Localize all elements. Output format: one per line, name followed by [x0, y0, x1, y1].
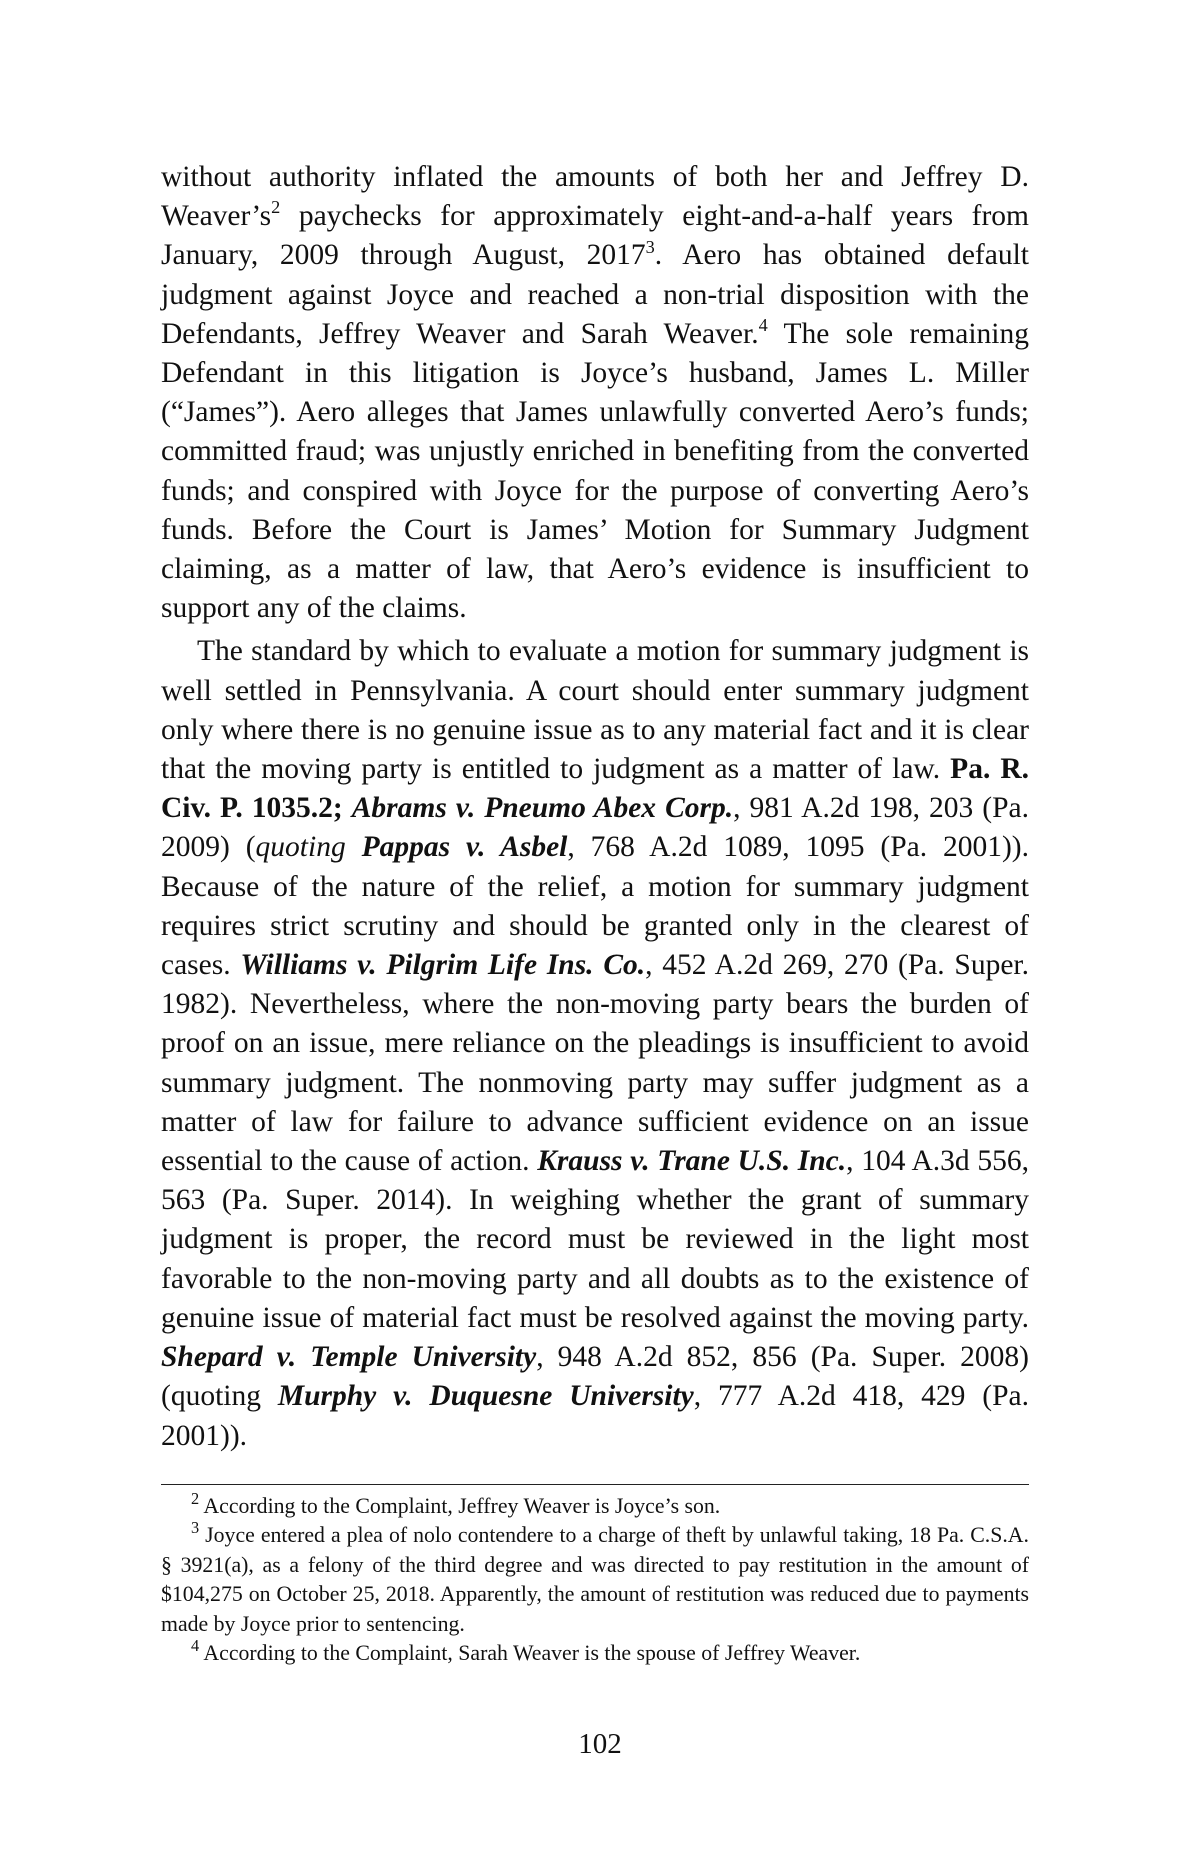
paragraph-text: . Aero has obtained default judgment against Joyce and reached a non-trial disposition with the Defendants, Jeffrey Weaver and Sarah Weaver. — [161, 239, 1029, 350]
rule-citation: Pa. R. Civ. P. 1035.2; — [161, 753, 1029, 825]
case-citation: Williams v. Pilgrim Life Ins. Co. — [240, 949, 646, 982]
paragraph-text: , 777 A.2d 418, 429 (Pa. 2001)). — [161, 1380, 1030, 1452]
paragraph-text: , 948 A.2d 852, 856 (Pa. Super. 2008) (quoting — [161, 1341, 1029, 1413]
footnote-text: According to the Complaint, Jeffrey Weaver is Joyce’s son. — [199, 1494, 721, 1518]
footnote-2 — [161, 1488, 1029, 1521]
footnotes — [161, 1488, 1029, 1668]
paragraph-text: The sole remaining Defendant in this litigation is Joyce’s husband, James L. Miller (“James”). Aero alleges that James unlawfully converted Aero’s funds; committed fraud; was unjustly enriched in benefiting from the converted funds; and conspired with Joyce for the purpose of converting Aero’s funds. Before the Court is James’ Motion for Summary Judgment claiming, as a matter of law, that Aero’s evidence is insufficient to support any of the claims. — [161, 317, 1029, 625]
footnote-ref-2: 2 — [271, 197, 281, 218]
footnote-3 — [161, 1518, 1029, 1639]
paragraph-text: , 104 A.3d 556, 563 (Pa. Super. 2014). In weighing whether the grant of summary judgment is proper, the record must be reviewed in the light most favorable to the non-moving party and all doubts as to the existence of genuine issue of material fact must be resolved against the moving party. — [161, 1145, 1029, 1334]
paragraph-text: , 981 A.2d 198, 203 (Pa. 2009) ( — [161, 792, 1029, 864]
paragraph-text: , 452 A.2d 269, 270 (Pa. Super. 1982). Nevertheless, where the non-moving party bears the burden of proof on an issue, mere reliance on the pleadings is insufficient to avoid summary judgment. The nonmoving party may suffer judgment as a matter of law for failure to advance sufficient evidence on an issue essential to the cause of action. — [161, 949, 1030, 1178]
paragraph-text — [346, 831, 362, 863]
footnote-ref-3: 3 — [645, 236, 655, 257]
case-citation: Abrams v. Pneumo Abex Corp. — [351, 792, 734, 825]
footnote-text: Joyce entered a plea of nolo contendere to a charge of theft by unlawful taking, 18 Pa. C.S.A. § 3921(a), as a felony of the third degree and was directed to pay restitution in the amount of $104,275 on October 25, 2018. Apparently, the amount of restitution was reduced due to payments made by Joyce prior to sentencing. — [161, 1523, 1029, 1636]
footnote-number: 4 — [191, 1635, 200, 1655]
paragraph-text: paychecks for approximately eight-and-a-half years from January, 2009 through August, 2017 — [161, 200, 1029, 272]
paragraph-text: The standard by which to evaluate a motion for summary judgment is well settled in Pennsylvania. A court should enter summary judgment only where there is no genuine issue as to any material fact and it is clear that the moving party is entitled to judgment as a matter of law. — [161, 635, 1029, 786]
footnote-4 — [161, 1635, 1029, 1668]
footnote-ref-4: 4 — [758, 315, 768, 336]
body-text — [161, 158, 1029, 1456]
page-number: 102 — [578, 1728, 622, 1760]
paragraph-text: without authority inflated the amounts of both her and Jeffrey D. Weaver’s — [161, 161, 1029, 233]
paragraph-2 — [161, 632, 1029, 1455]
paragraph-1 — [161, 158, 1029, 628]
citation-signal: quoting — [255, 831, 346, 864]
case-citation: Pappas v. Asbel — [361, 831, 568, 864]
footnote-number: 2 — [191, 1488, 200, 1508]
paragraph-text: , 768 A.2d 1089, 1095 (Pa. 2001)). Because of the nature of the relief, a motion for summary judgment requires strict scrutiny and should be granted only in the clearest of cases. — [161, 831, 1030, 982]
footnote-number: 3 — [191, 1518, 200, 1538]
footnote-divider — [161, 1484, 1029, 1485]
case-citation: Shepard v. Temple University — [161, 1341, 537, 1374]
footnote-text: According to the Complaint, Sarah Weaver is the spouse of Jeffrey Weaver. — [199, 1641, 861, 1666]
case-citation: Murphy v. Duquesne University — [277, 1380, 694, 1413]
case-citation: Krauss v. Trane U.S. Inc. — [537, 1145, 847, 1178]
